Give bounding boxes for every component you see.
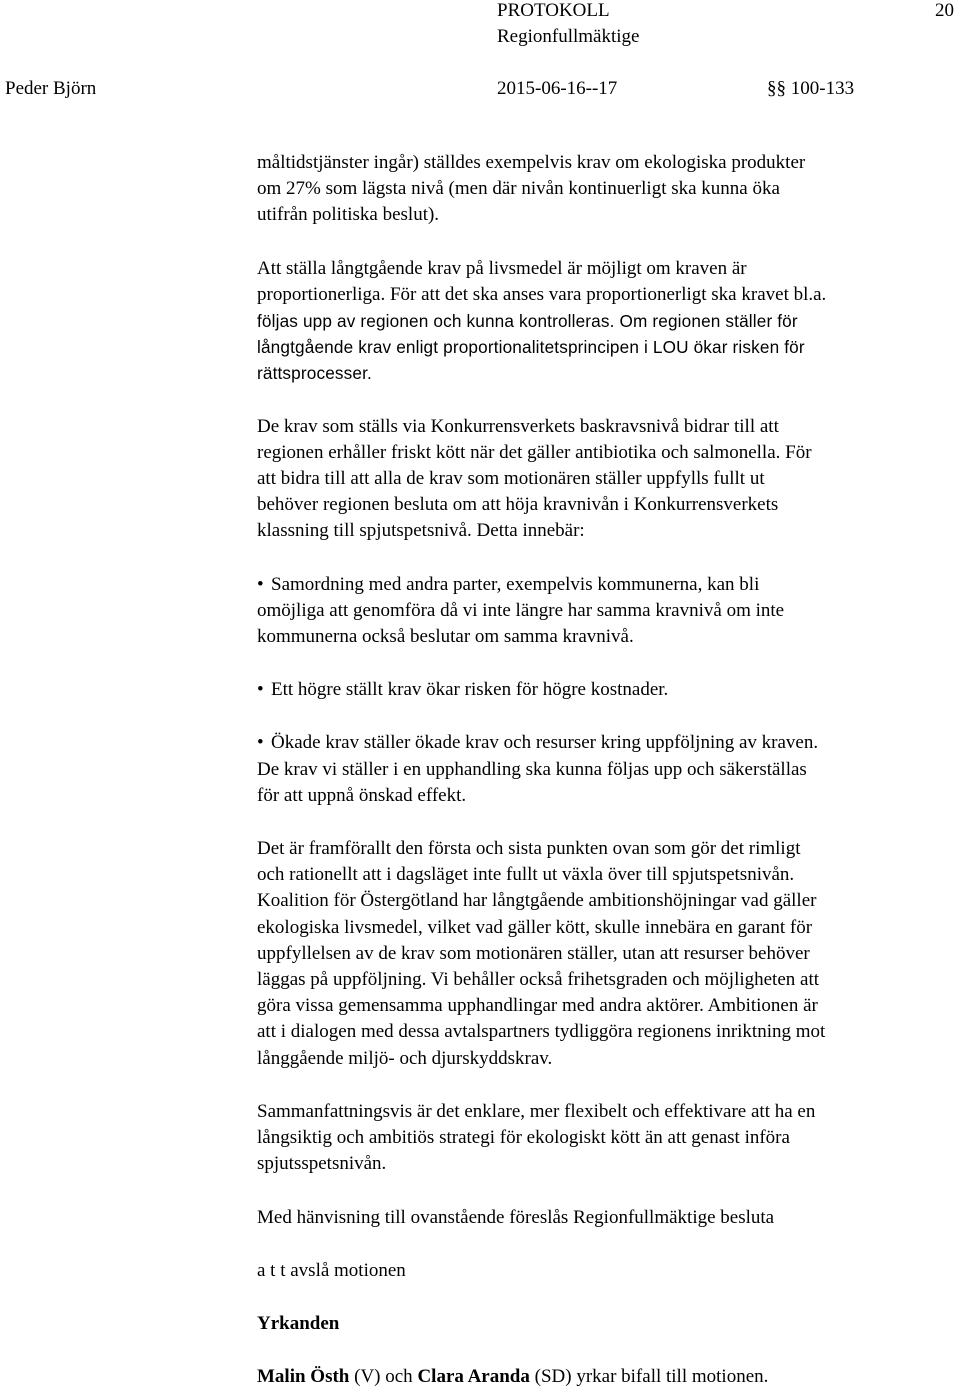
paragraph-1 [257, 150, 957, 229]
text-line: utifrån politiska beslut). [257, 204, 440, 226]
text-line: och rationellt att i dagsläget inte fullt ut växla över till spjutspetsnivån. [257, 864, 795, 886]
meeting-date: 2015-06-16--17 [497, 78, 618, 99]
bullet-icon: • [257, 573, 264, 595]
text-line: för att uppnå önskad effekt. [257, 784, 467, 806]
page-number: 20 [935, 0, 954, 21]
section-marks: §§ [767, 78, 786, 99]
text-line: Koalition för Östergötland har långtgående ambitionshöjningar vad gäller [257, 890, 817, 912]
document-body [257, 150, 957, 1390]
text-line: omöjliga att genomföra då vi inte längre har samma kravnivå om inte [257, 599, 785, 621]
text-line: Det är framförallt den första och sista punkten ovan som gör det rimligt [257, 838, 801, 860]
text-line: Ökade krav ställer ökade krav och resurser kring uppföljning av kraven. [271, 732, 819, 754]
bullet-item-3 [257, 730, 957, 809]
bullet-item-2 [257, 677, 957, 703]
statement-rest: (SD) yrkar bifall till motionen. [529, 1366, 769, 1388]
text-line: kommunerna också beslutar om samma kravnivå. [257, 626, 634, 648]
paragraph-6: Med hänvisning till ovanstående föreslås Regionfullmäktige besluta [257, 1206, 775, 1228]
name-clara: Clara Aranda [417, 1366, 530, 1388]
text-line: De krav vi ställer i en upphandling ska kunna följas upp och säkerställas [257, 758, 807, 780]
decision-text: a t t avslå motionen [257, 1259, 406, 1281]
paragraph-2 [257, 256, 957, 387]
paragraph-4 [257, 836, 957, 1072]
text-line: klassning till spjutspetsnivå. Detta innebär: [257, 520, 585, 542]
text-line: långgående miljö- och djurskyddskrav. [257, 1047, 553, 1069]
text-line: Samordning med andra parter, exempelvis kommunerna, kan bli [271, 573, 760, 595]
name-malin: Malin Östh [257, 1366, 350, 1388]
section-range: 100-133 [790, 78, 855, 99]
text-line: regionen erhåller friskt kött när det gäller antibiotika och salmonella. För [257, 441, 812, 463]
author-name: Peder Björn [5, 78, 97, 99]
party-text: (V) och [349, 1366, 418, 1388]
text-line: göra vissa gemensamma upphandlingar med andra aktörer. Ambitionen är [257, 995, 818, 1017]
text-line: att bidra till att alla de krav som motionären ställer uppfylls fullt ut [257, 468, 765, 490]
text-line: långsiktig och ambitiös strategi för ekologiskt kött än att genast införa [257, 1127, 790, 1149]
text-line: rättsprocesser. [257, 363, 372, 384]
text-line: spjutsspetsnivån. [257, 1153, 387, 1175]
heading-yrkanden: Yrkanden [257, 1312, 340, 1334]
text-line: långtgående krav enligt proportionalitetsprincipen i LOU ökar risken för [257, 337, 805, 358]
text-line: Ett högre ställt krav ökar risken för högre kostnader. [271, 679, 669, 701]
text-line: De krav som ställs via Konkurrensverkets baskravsnivå bidrar till att [257, 415, 779, 437]
text-line: behöver regionen besluta om att höja kravnivån i Konkurrensverkets [257, 494, 779, 516]
body-name: Regionfullmäktige [497, 26, 640, 47]
bullet-icon: • [257, 679, 264, 701]
text-line: om 27% som lägsta nivå (men där nivån kontinuerligt ska kunna öka [257, 178, 780, 200]
text-line: läggas på uppföljning. Vi behåller också frihetsgraden och möjligheten att [257, 969, 820, 991]
text-line: följas upp av regionen och kunna kontrolleras. Om regionen ställer för [257, 311, 798, 332]
paragraph-5 [257, 1099, 957, 1178]
bullet-icon: • [257, 732, 264, 754]
text-line: uppfyllelsen av de krav som motionären ställer, utan att resurser behöver [257, 942, 810, 964]
paragraph-3 [257, 414, 957, 545]
text-line: Att ställa långtgående krav på livsmedel är möjligt om kraven är [257, 257, 747, 279]
text-line: proportionerliga. För att det ska anses vara proportionerligt ska kravet bl.a. [257, 283, 827, 305]
bullet-item-1 [257, 572, 957, 651]
text-line: måltidstjänster ingår) ställdes exempelvis krav om ekologiska produkter [257, 152, 806, 173]
text-line: ekologiska livsmedel, vilket vad gäller kött, skulle innebära en garant för [257, 916, 813, 938]
final-statement [257, 1364, 957, 1390]
text-line: att i dialogen med dessa avtalspartners tydliggöra regionens inriktning mot [257, 1021, 826, 1043]
text-line: Sammanfattningsvis är det enklare, mer flexibelt och effektivare att ha en [257, 1100, 816, 1122]
section-reference [767, 78, 854, 100]
protocol-label: PROTOKOLL [497, 0, 610, 21]
